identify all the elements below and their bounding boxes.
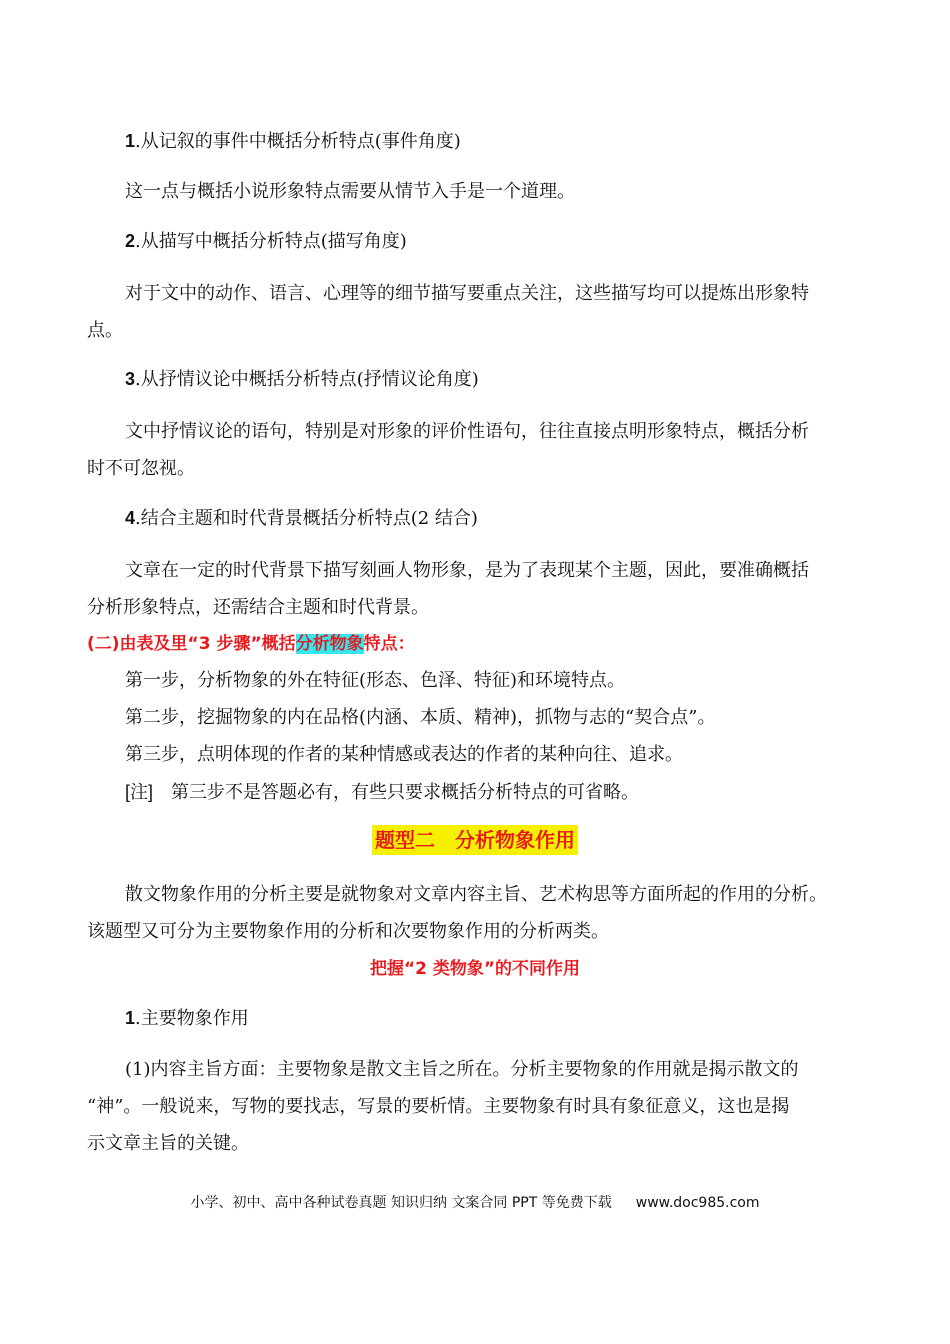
- step-2: 第二步，挖掘物象的内在品格(内涵、本质、精神)，抓物与志的“契合点”。: [125, 707, 716, 728]
- footer-url: www.doc985.com: [635, 1195, 760, 1211]
- heading-text: .从描写中概括分析特点(描写角度): [135, 231, 407, 252]
- heading-number: 1: [125, 1008, 136, 1028]
- paragraph-line: 对于文中的动作、语言、心理等的细节描写要重点关注，这些描写均可以提炼出形象特: [125, 283, 809, 304]
- sub-title: 把握“2 类物象”的不同作用: [369, 959, 581, 979]
- heading-text: .结合主题和时代背景概括分析特点(2 结合): [135, 508, 478, 529]
- banner-title-wrap: [0, 825, 950, 855]
- note-text: 第三步不是答题必有，有些只要求概括分析特点的可省略。: [171, 782, 640, 803]
- paragraph-line: 分析形象特点，还需结合主题和时代背景。: [87, 597, 429, 618]
- footer-text: 小学、初中、高中各种试卷真题 知识归纳 文案合同 PPT 等免费下载: [190, 1195, 612, 1211]
- heading-number: 2: [125, 231, 136, 251]
- banner-title: 题型二 分析物象作用: [372, 825, 578, 855]
- page-footer: [0, 1192, 950, 1212]
- heading-text: .从记叙的事件中概括分析特点(事件角度): [135, 131, 461, 152]
- heading-number: 4: [125, 508, 136, 528]
- paragraph-line: 点。: [87, 320, 123, 341]
- heading-text: .主要物象作用: [135, 1008, 249, 1029]
- section-heading-pre: (二)由表及里“3 步骤”概括: [87, 634, 296, 654]
- paragraph-line: 示文章主旨的关键。: [87, 1133, 249, 1154]
- paragraph-line: (1)内容主旨方面：主要物象是散文主旨之所在。分析主要物象的作用就是揭示散文的: [125, 1059, 799, 1080]
- paragraph-line: 时不可忽视。: [87, 458, 195, 479]
- intro-line: 散文物象作用的分析主要是就物象对文章内容主旨、艺术构思等方面所起的作用的分析。: [125, 884, 827, 905]
- note-tag: [注]: [125, 782, 154, 802]
- paragraph-line: “神”。一般说来，写物的要找志，写景的要析情。主要物象有时具有象征意义，这也是揭: [87, 1096, 790, 1117]
- intro-line: 该题型又可分为主要物象作用的分析和次要物象作用的分析两类。: [87, 921, 609, 942]
- heading-1: [125, 130, 461, 153]
- step-3: 第三步，点明体现的作者的某种情感或表达的作者的某种向往、追求。: [125, 744, 683, 765]
- heading-5: [125, 1007, 249, 1030]
- section-heading-post: 特点：: [363, 634, 415, 654]
- highlighted-text: 分析物象: [295, 634, 364, 654]
- heading-number: 1: [125, 131, 136, 151]
- section-heading: [87, 633, 415, 655]
- heading-2: [125, 230, 407, 253]
- heading-number: 3: [125, 369, 136, 389]
- heading-3: [125, 368, 479, 391]
- heading-4: [125, 507, 478, 530]
- paragraph-line: 文章在一定的时代背景下描写刻画人物形象，是为了表现某个主题，因此，要准确概括: [125, 560, 809, 581]
- paragraph: 这一点与概括小说形象特点需要从情节入手是一个道理。: [125, 181, 575, 202]
- heading-text: .从抒情议论中概括分析特点(抒情议论角度): [135, 369, 479, 390]
- note: [125, 781, 639, 804]
- paragraph-line: 文中抒情议论的语句，特别是对形象的评价性语句，往往直接点明形象特点，概括分析: [125, 421, 809, 442]
- step-1: 第一步，分析物象的外在特征(形态、色泽、特征)和环境特点。: [125, 670, 626, 691]
